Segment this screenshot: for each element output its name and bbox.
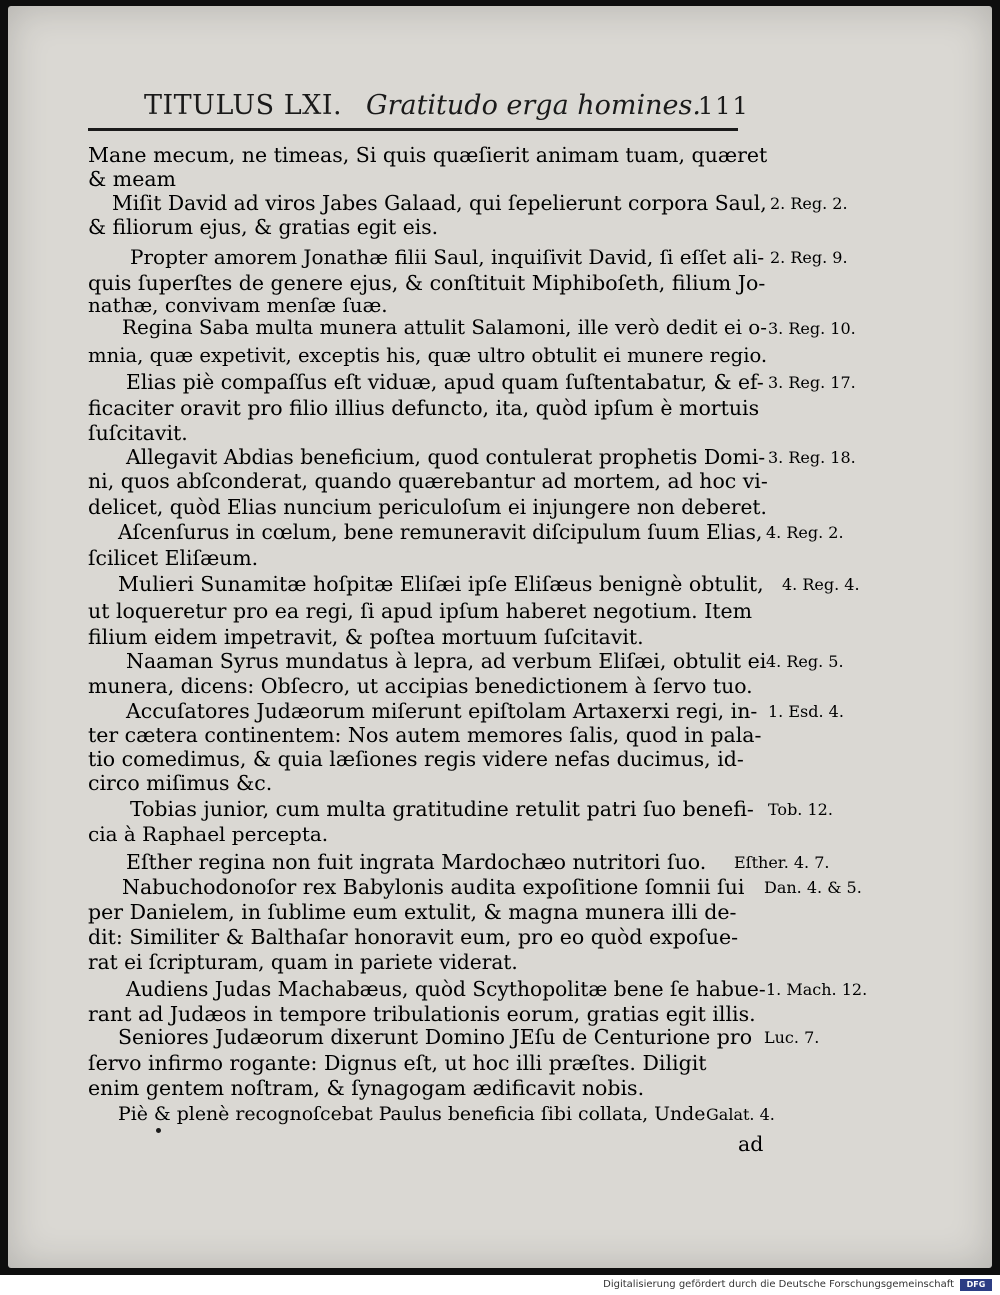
- header-rule: [88, 128, 738, 131]
- footer-credit: Digitalisierung gefördert durch die Deutsche Forschungsgemeinschaft: [603, 1279, 954, 1290]
- margin-reference: Tob. 12.: [768, 800, 833, 819]
- margin-reference: Dan. 4. & 5.: [764, 878, 862, 897]
- text-line: Eſther regina non fuit ingrata Mardochæo nutritori ſuo.: [126, 850, 707, 874]
- margin-reference: 2. Reg. 2.: [770, 194, 848, 213]
- text-line: Miſit David ad viros Jabes Galaad, qui ſepelierunt corpora Saul,: [112, 191, 767, 215]
- title-number: TITULUS LXI.: [144, 90, 343, 121]
- margin-reference: 4. Reg. 5.: [766, 652, 844, 671]
- text-line: rant ad Judæos in tempore tribulationis eorum, gratias egit illis.: [88, 1002, 756, 1026]
- text-line: per Danielem, in ſublime eum extulit, & magna munera illi de-: [88, 900, 737, 924]
- text-line: Elias piè compaſſus eſt viduæ, apud quam ſuſtentabatur, & ef-: [126, 370, 764, 394]
- text-line: circo miſimus &c.: [88, 771, 273, 795]
- text-line: quis ſuperſtes de genere ejus, & conſtituit Miphiboſeth, filium Jo-: [88, 271, 766, 295]
- margin-reference: 3. Reg. 10.: [768, 319, 856, 338]
- margin-reference: 1. Esd. 4.: [768, 702, 844, 721]
- text-line: Regina Saba multa munera attulit Salamoni, ille verò dedit ei o-: [122, 316, 767, 339]
- text-line: munera, dicens: Obſecro, ut accipias benedictionem à ſervo tuo.: [88, 674, 753, 698]
- catchword: ad: [738, 1132, 764, 1156]
- text-line: ficaciter oravit pro filio illius defuncto, ita, quòd ipſum è mortuis: [88, 396, 760, 420]
- text-line: filium eidem impetravit, & poſtea mortuum ſuſcitavit.: [88, 625, 644, 649]
- margin-reference: 3. Reg. 18.: [768, 448, 856, 467]
- text-line: ſuſcitavit.: [88, 421, 188, 445]
- text-line: ni, quos abſconderat, quando quærebantur ad mortem, ad hoc vi-: [88, 469, 768, 493]
- text-line: & filiorum ejus, & gratias egit eis.: [88, 215, 439, 239]
- text-line: Piè & plenè recognoſcebat Paulus beneficia ſibi collata, Unde: [118, 1103, 706, 1125]
- running-header: [140, 88, 750, 128]
- margin-reference: Galat. 4.: [706, 1105, 775, 1124]
- text-line: ſcilicet Eliſæum.: [88, 546, 259, 570]
- margin-reference: Luc. 7.: [764, 1028, 820, 1047]
- text-line: cia à Raphael percepta.: [88, 822, 329, 846]
- text-line: dit: Similiter & Balthaſar honoravit eum, pro eo quòd expoſue-: [88, 925, 739, 949]
- text-line: nathæ, convivam menſæ ſuæ.: [88, 294, 388, 317]
- margin-reference: 4. Reg. 2.: [766, 523, 844, 542]
- text-line: ter cætera continentem: Nos autem memores ſalis, quod in pala-: [88, 723, 762, 747]
- text-line: Tobias junior, cum multa gratitudine retulit patri ſuo benefi-: [130, 797, 754, 821]
- text-line: tio comedimus, & quia læſiones regis videre nefas ducimus, id-: [88, 747, 744, 771]
- text-line: Mane mecum, ne timeas, Si quis quæſierit animam tuam, quæret: [88, 143, 768, 167]
- text-line: Audiens Judas Machabæus, quòd Scythopolitæ bene ſe habue-: [126, 977, 766, 1001]
- text-line: Propter amorem Jonathæ filii Saul, inquiſivit David, ſi eſſet ali-: [130, 245, 765, 269]
- margin-reference: Eſther. 4. 7.: [734, 853, 830, 872]
- margin-reference: 4. Reg. 4.: [782, 575, 860, 594]
- text-line: Nabuchodonoſor rex Babylonis audita expoſitione ſomnii ſui: [122, 875, 745, 899]
- margin-reference: 2. Reg. 9.: [770, 248, 848, 267]
- page-number: 111: [698, 92, 750, 120]
- dfg-logo: DFG: [960, 1279, 992, 1291]
- text-line: ut loqueretur pro ea regi, ſi apud ipſum haberet negotium. Item: [88, 599, 753, 623]
- text-line: Naaman Syrus mundatus à lepra, ad verbum Eliſæi, obtulit ei: [126, 649, 767, 673]
- margin-reference: 1. Mach. 12.: [766, 980, 868, 999]
- ornament-dot: [156, 1128, 161, 1133]
- text-line: mnia, quæ expetivit, exceptis his, quæ ultro obtulit ei munere regio.: [88, 344, 768, 367]
- text-line: ſervo infirmo rogante: Dignus eſt, ut hoc illi præſtes. Diligit: [88, 1051, 707, 1075]
- text-line: Mulieri Sunamitæ hoſpitæ Eliſæi ipſe Eliſæus benignè obtulit,: [118, 572, 764, 596]
- footer-bar: [0, 1276, 1000, 1295]
- text-line: enim gentem noſtram, & ſynagogam ædificavit nobis.: [88, 1076, 645, 1100]
- text-line: Accuſatores Judæorum miſerunt epiſtolam Artaxerxi regi, in-: [126, 699, 758, 723]
- text-line: rat ei ſcripturam, quam in pariete viderat.: [88, 950, 518, 974]
- text-line: Allegavit Abdias beneficium, quod contulerat prophetis Domi-: [126, 445, 766, 469]
- text-line: Aſcenſurus in cœlum, bene remuneravit diſcipulum ſuum Elias,: [118, 520, 763, 544]
- text-line: Seniores Judæorum dixerunt Domino JEſu de Centurione pro: [118, 1025, 753, 1049]
- text-line: delicet, quòd Elias nuncium periculoſum ei injungere non deberet.: [88, 495, 767, 519]
- title-subject: Gratitudo erga homines.: [366, 90, 701, 121]
- margin-reference: 3. Reg. 17.: [768, 373, 856, 392]
- text-line: & meam: [88, 167, 176, 191]
